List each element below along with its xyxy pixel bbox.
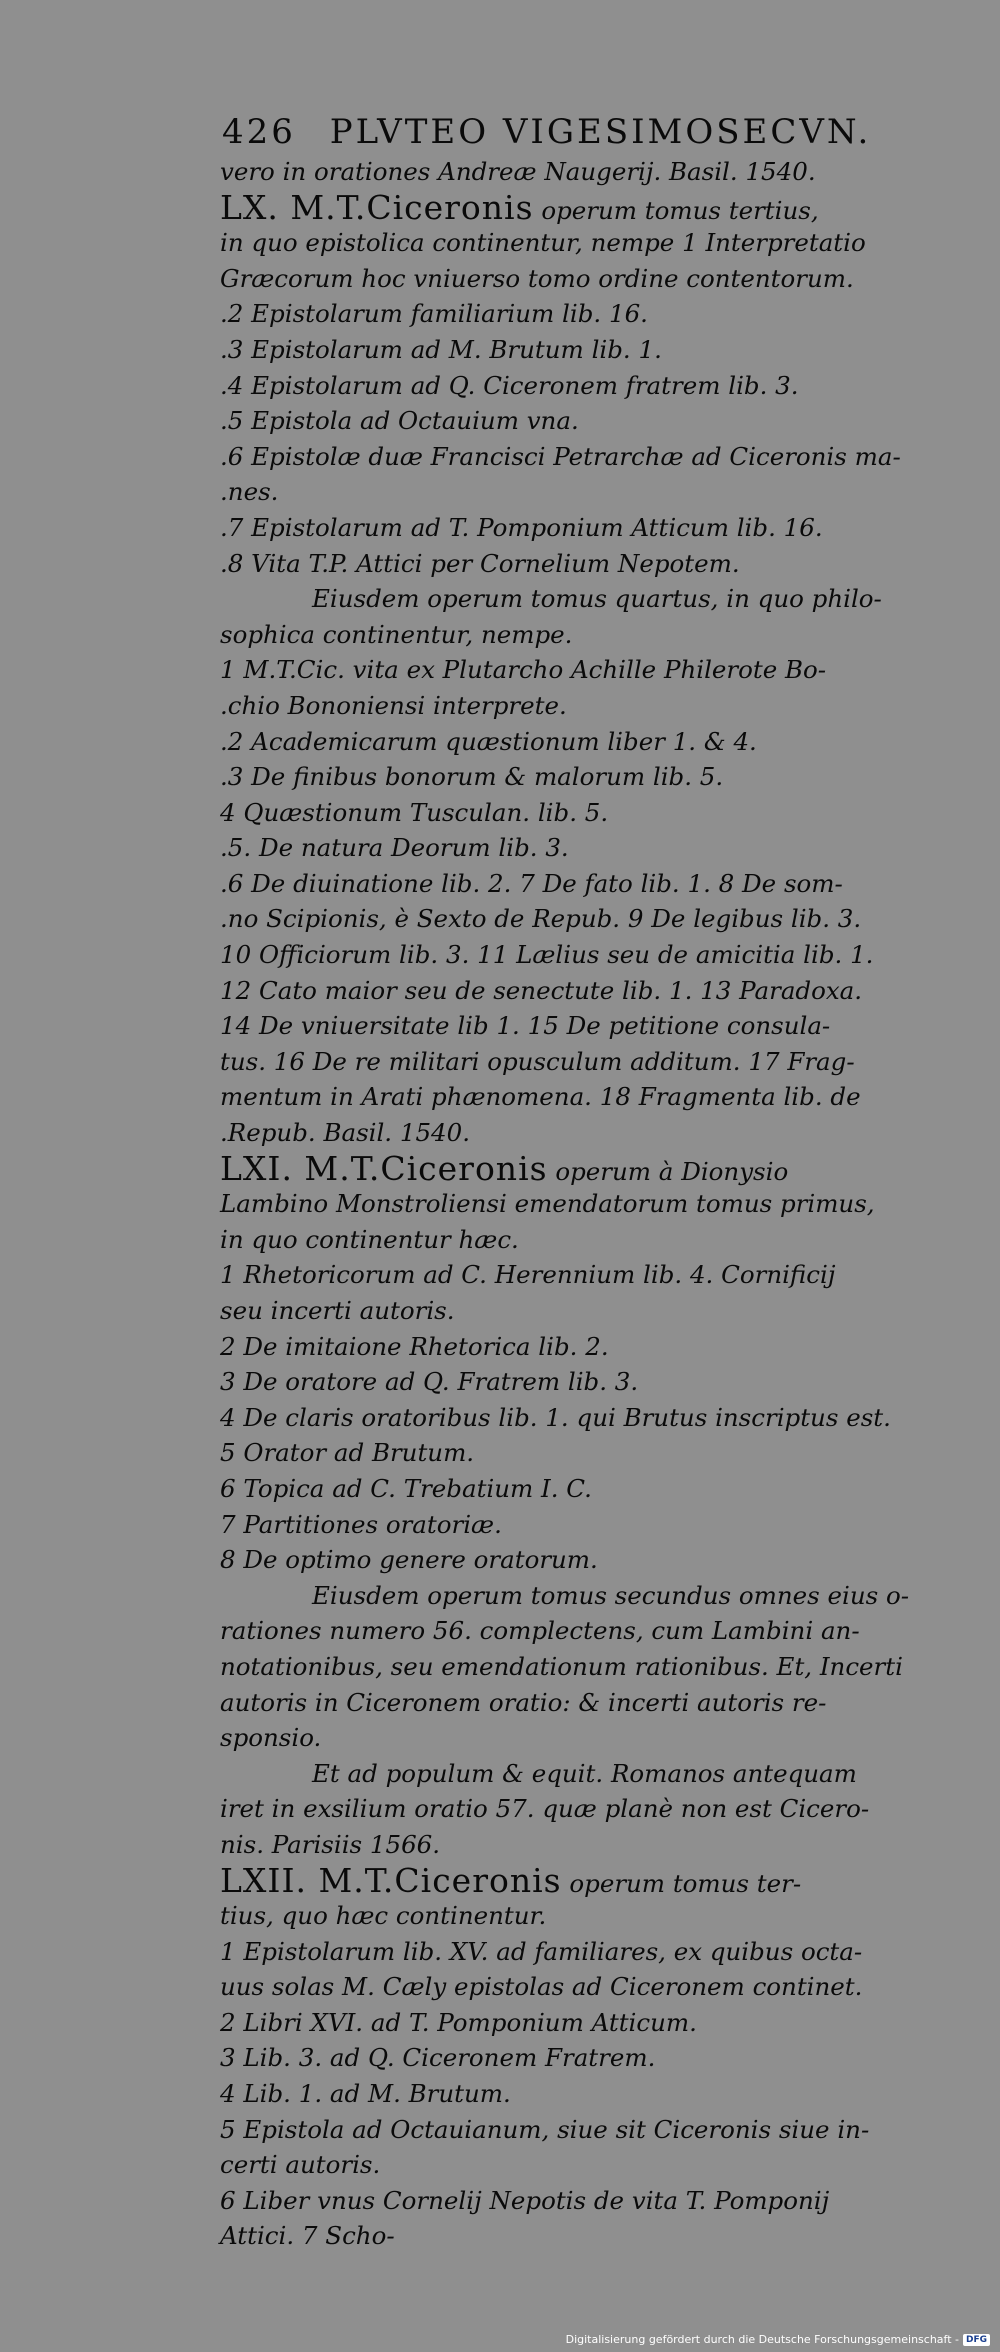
entry-heading-rest: operum à Dionysio [547, 1156, 789, 1186]
text-line: autoris in Ciceronem oratio: & incerti autoris re- [220, 1687, 827, 1717]
text-line: seu incerti autoris. [220, 1296, 455, 1325]
text-line: Lambino Monstroliensi emendatorum tomus primus, [220, 1189, 875, 1219]
text-line: sponsio. [220, 1723, 322, 1753]
entry-heading-rest: operum tomus ter- [561, 1868, 802, 1898]
text-line: Attici. 7 Scho- [220, 2221, 395, 2251]
text-line: 6 Topica ad C. Trebatium I. C. [220, 1473, 592, 1503]
text-line: .7 Epistolarum ad T. Pomponium Atticum lib. 16. [220, 512, 823, 542]
text-line: in quo epistolica continentur, nempe 1 Interpretatio [220, 228, 866, 258]
text-line: 5 Orator ad Brutum. [220, 1438, 475, 1468]
page-number: 426 [222, 112, 296, 152]
text-line: 8 De optimo genere oratorum. [220, 1545, 598, 1575]
text-line: 1 Epistolarum lib. XV. ad familiares, ex quibus octa- [220, 1936, 863, 1966]
dfg-logo: DFG [963, 2334, 990, 2346]
text-line: 2 De imitaione Rhetorica lib. 2. [220, 1331, 609, 1361]
text-line: .3 Epistolarum ad M. Brutum lib. 1. [220, 334, 662, 364]
text-line: .5. De natura Deorum lib. 3. [220, 833, 569, 863]
text-line: iret in exsilium oratio 57. quæ planè non est Cicero- [220, 1794, 870, 1824]
text-line: Et ad populum & equit. Romanos antequam [312, 1758, 857, 1788]
text-line: uus solas M. Cæly epistolas ad Ciceronem continet. [220, 1972, 863, 2002]
text-line: nis. Parisiis 1566. [220, 1829, 441, 1859]
text-line: 1 M.T.Cic. vita ex Plutarcho Achille Philerote Bo- [220, 655, 827, 685]
text-line: .8 Vita T.P. Attici per Cornelium Nepotem. [220, 548, 740, 578]
text-line: .4 Epistolarum ad Q. Ciceronem fratrem lib. 3. [220, 370, 799, 400]
text-line: 1 Rhetoricorum ad C. Herennium lib. 4. Cornificij [220, 1260, 836, 1290]
text-line: 14 De vniuersitate lib 1. 15 De petitione consula- [220, 1011, 831, 1041]
text-line: vero in orationes Andreæ Naugerij. Basil. 1540. [220, 157, 816, 186]
text-line: in quo continentur hæc. [220, 1224, 519, 1254]
text-line: mentum in Arati phænomena. 18 Fragmenta lib. de [220, 1082, 861, 1112]
credit-text: Digitalisierung gefördert durch die Deutsche Forschungsgemeinschaft - [565, 2333, 959, 2346]
text-line: 4 Lib. 1. ad M. Brutum. [220, 2079, 511, 2109]
footer-bar [0, 2324, 1000, 2352]
text-line: rationes numero 56. complectens, cum Lambini an- [220, 1616, 860, 1646]
text-line: .2 Academicarum quæstionum liber 1. & 4. [220, 726, 757, 756]
entry-heading-rest: operum tomus tertius, [533, 195, 819, 225]
text-line: 4 Quæstionum Tusculan. lib. 5. [220, 797, 609, 827]
text-line: .2 Epistolarum familiarium lib. 16. [220, 299, 648, 329]
text-line: .6 Epistolæ duæ Francisci Petrarchæ ad Ciceronis ma- [220, 441, 901, 471]
entry-heading-line [220, 187, 820, 227]
text-line: .nes. [220, 477, 279, 507]
text-body [220, 154, 909, 2254]
text-line: 12 Cato maior seu de senectute lib. 1. 13 Paradoxa. [220, 975, 863, 1005]
text-line: Eiusdem operum tomus secundus omnes eius o- [312, 1580, 909, 1610]
text-line: tius, quo hæc continentur. [220, 1901, 547, 1931]
text-line: certi autoris. [220, 2150, 381, 2180]
text-line: 3 De oratore ad Q. Fratrem lib. 3. [220, 1367, 639, 1397]
text-line: .no Scipionis, è Sexto de Repub. 9 De legibus lib. 3. [220, 904, 862, 934]
text-line: .Repub. Basil. 1540. [220, 1118, 471, 1148]
entry-heading-lead: LXI. M.T.Ciceronis [220, 1148, 548, 1188]
text-line: 2 Libri XVI. ad T. Pomponium Atticum. [220, 2007, 697, 2037]
text-line: 10 Officiorum lib. 3. 11 Lælius seu de amicitia lib. 1. [220, 940, 874, 970]
text-line: .6 De diuinatione lib. 2. 7 De fato lib. 1. 8 De som- [220, 868, 843, 898]
text-line: tus. 16 De re militari opusculum additum. 17 Frag- [220, 1046, 855, 1076]
text-line: 6 Liber vnus Cornelij Nepotis de vita T. Pomponij [220, 2185, 830, 2215]
text-line: 7 Partitiones oratoriæ. [220, 1509, 502, 1539]
text-line: sophica continentur, nempe. [220, 619, 573, 649]
text-line: .chio Bononiensi interprete. [220, 690, 567, 720]
entry-heading-line [220, 1860, 820, 1900]
text-line: Græcorum hoc vniuerso tomo ordine contentorum. [220, 263, 854, 293]
running-title: PLVTEO VIGESIMOSECVN. [329, 112, 872, 152]
entry-heading-lead: LXII. M.T.Ciceronis [220, 1860, 562, 1900]
text-line: 5 Epistola ad Octauianum, siue sit Ciceronis siue in- [220, 2114, 870, 2144]
text-line: .5 Epistola ad Octauium vna. [220, 406, 579, 436]
text-line: 3 Lib. 3. ad Q. Ciceronem Fratrem. [220, 2043, 656, 2073]
text-line: Eiusdem operum tomus quartus, in quo philo- [312, 584, 882, 614]
entry-heading-line [220, 1148, 820, 1188]
text-line: .3 De finibus bonorum & malorum lib. 5. [220, 762, 724, 792]
digitization-credit [566, 2333, 990, 2346]
text-line: 4 De claris oratoribus lib. 1. qui Brutus inscriptus est. [220, 1402, 891, 1432]
text-line: notationibus, seu emendationum rationibus. Et, Incerti [220, 1651, 903, 1681]
page-header [222, 112, 872, 156]
entry-heading-lead: LX. M.T.Ciceronis [220, 187, 534, 227]
